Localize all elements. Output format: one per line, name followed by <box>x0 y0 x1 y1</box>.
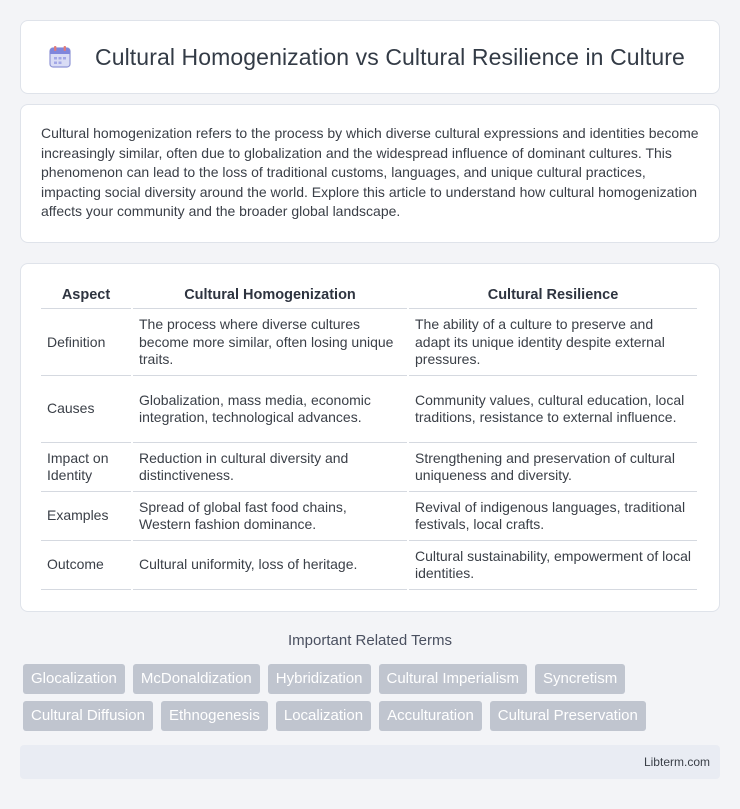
row-homogenization: The process where diverse cultures become more similar, often losing unique traits. <box>133 309 407 376</box>
term-chip[interactable]: McDonaldization <box>133 664 260 694</box>
header-card <box>20 20 720 94</box>
table-row <box>41 309 697 376</box>
term-chip[interactable]: Syncretism <box>535 664 625 694</box>
related-terms-row-2 <box>23 701 646 731</box>
footer <box>20 745 720 779</box>
row-aspect: Outcome <box>41 541 131 590</box>
header-aspect: Aspect <box>41 285 131 309</box>
term-chip[interactable]: Glocalization <box>23 664 125 694</box>
row-resilience: The ability of a culture to preserve and adapt its unique identity despite external pressures. <box>409 309 697 376</box>
term-chip[interactable]: Acculturation <box>379 701 482 731</box>
related-terms-title: Important Related Terms <box>288 632 452 649</box>
term-chip[interactable]: Cultural Diffusion <box>23 701 153 731</box>
row-homogenization: Globalization, mass media, economic integration, technological advances. <box>133 376 407 443</box>
comparison-table-card <box>20 263 720 612</box>
page-title: Cultural Homogenization vs Cultural Resilience in Culture <box>95 43 685 70</box>
comparison-table <box>39 285 699 590</box>
term-chip[interactable]: Ethnogenesis <box>161 701 268 731</box>
footer-site-link[interactable]: Libterm.com <box>643 755 710 769</box>
table-header-row <box>41 285 697 309</box>
table-row <box>41 541 697 590</box>
calendar-icon <box>47 44 73 70</box>
row-resilience: Strengthening and preservation of cultural uniqueness and diversity. <box>409 443 697 492</box>
row-resilience: Community values, cultural education, local traditions, resistance to external influence. <box>409 376 697 443</box>
row-aspect: Definition <box>41 309 131 376</box>
header-resilience: Cultural Resilience <box>409 285 697 309</box>
row-aspect: Examples <box>41 492 131 541</box>
term-chip[interactable]: Localization <box>276 701 371 731</box>
term-chip[interactable]: Cultural Preservation <box>490 701 646 731</box>
table-row <box>41 492 697 541</box>
row-homogenization: Cultural uniformity, loss of heritage. <box>133 541 407 590</box>
related-terms-row-1 <box>23 664 625 694</box>
term-chip[interactable]: Cultural Imperialism <box>379 664 528 694</box>
term-chip[interactable]: Hybridization <box>268 664 371 694</box>
row-resilience: Revival of indigenous languages, traditional festivals, local crafts. <box>409 492 697 541</box>
header-homogenization: Cultural Homogenization <box>133 285 407 309</box>
intro-paragraph: Cultural homogenization refers to the process by which diverse cultural expressions and identities become increasingly similar, often due to globalization and the widespread influence of dominant cultures. This phenomenon can lead to the loss of traditional customs, languages, and unique cultural practices, impacting social diversity around the world. Explore this article to understand how cultural homogenization affects your community and the broader global landscape. <box>41 125 699 220</box>
row-homogenization: Reduction in cultural diversity and distinctiveness. <box>133 443 407 492</box>
row-resilience: Cultural sustainability, empowerment of local identities. <box>409 541 697 590</box>
row-aspect: Causes <box>41 376 131 443</box>
table-row <box>41 376 697 443</box>
row-aspect: Impact on Identity <box>41 443 131 492</box>
row-homogenization: Spread of global fast food chains, Western fashion dominance. <box>133 492 407 541</box>
table-row <box>41 443 697 492</box>
intro-card <box>20 104 720 243</box>
